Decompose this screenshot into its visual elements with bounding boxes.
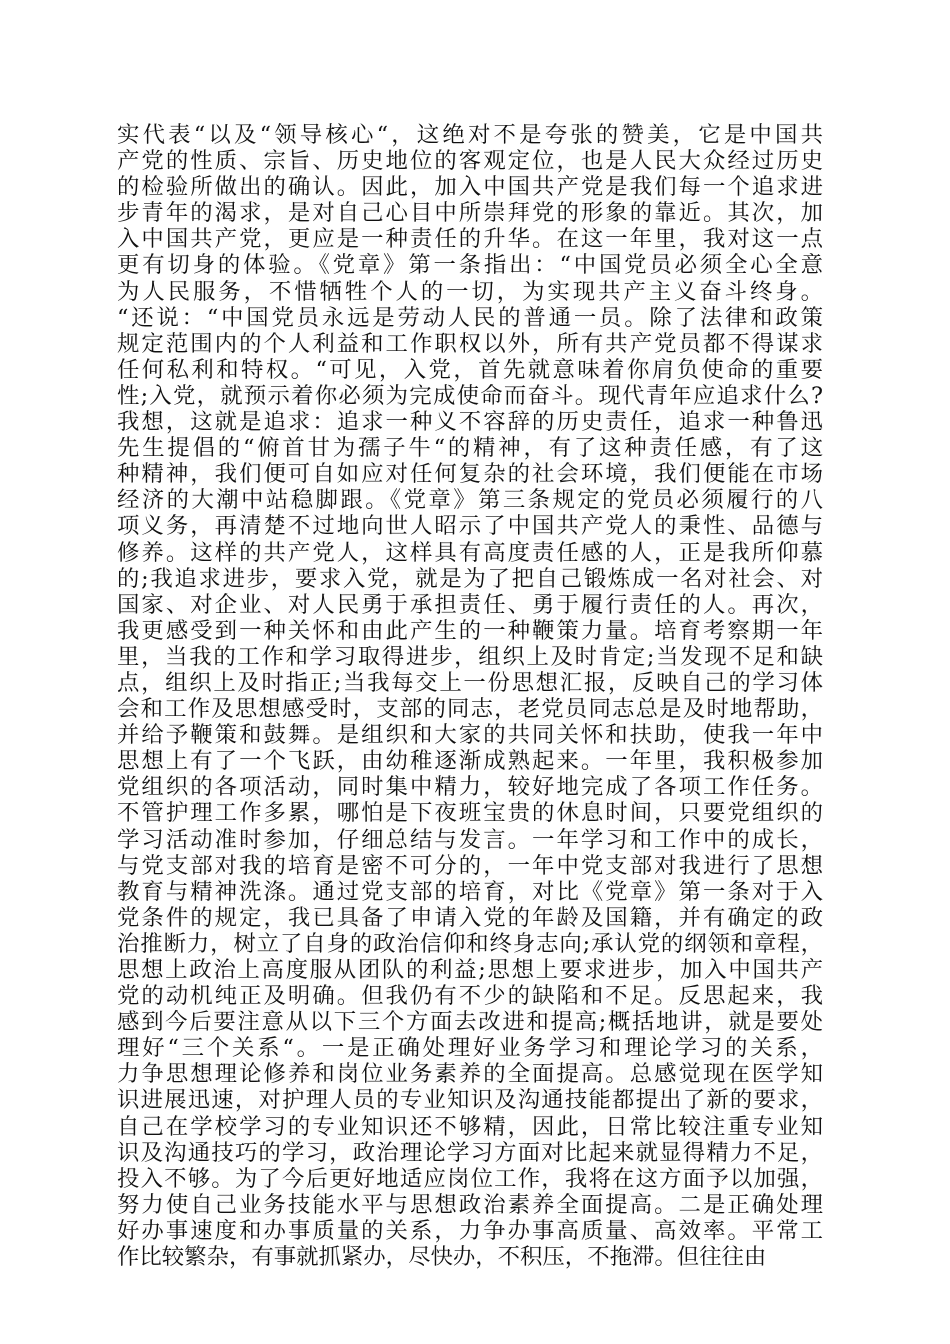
- text-line: 国家、对企业、对人民勇于承担责任、勇于履行责任的人。再次，: [117, 591, 823, 618]
- text-line: 并给予鞭策和鼓舞。是组织和大家的共同关怀和扶助，使我一年中: [117, 722, 823, 749]
- text-line: 里，当我的工作和学习取得进步，组织上及时肯定;当发现不足和缺: [117, 643, 823, 670]
- text-line: 性;入党，就预示着你必须为完成使命而奋斗。现代青年应追求什么?: [117, 382, 823, 409]
- text-line: 点，组织上及时指正;当我每交上一份思想汇报，反映自己的学习体: [117, 669, 823, 696]
- text-line: 的;我追求进步，要求入党，就是为了把自己锻炼成一名对社会、对: [117, 565, 823, 592]
- text-line: 实代表“以及“领导核心“，这绝对不是夸张的赞美，它是中国共: [117, 122, 823, 148]
- text-line: 为人民服务，不惜牺牲个人的一切，为实现共产主义奋斗终身。: [117, 278, 823, 305]
- text-line: 规定范围内的个人利益和工作职权以外，所有共产党员都不得谋求: [117, 330, 823, 357]
- text-line: “还说：“中国党员永远是劳动人民的普通一员。除了法律和政策: [117, 304, 823, 331]
- text-line: 与党支部对我的培育是密不可分的，一年中党支部对我进行了思想: [117, 852, 823, 879]
- text-line: 产党的性质、宗旨、历史地位的客观定位，也是人民大众经过历史: [117, 148, 823, 175]
- text-line: 项义务，再清楚不过地向世人昭示了中国共产党人的秉性、品德与: [117, 513, 823, 540]
- text-line: 思想上有了一个飞跃，由幼稚逐渐成熟起来。一年里，我积极参加: [117, 748, 823, 775]
- text-line: 修养。这样的共产党人，这样具有高度责任感的人，正是我所仰慕: [117, 539, 823, 566]
- text-line: 识进展迅速，对护理人员的专业知识及沟通技能都提出了新的要求，: [117, 1087, 823, 1114]
- text-line: 思想上政治上高度服从团队的利益;思想上要求进步，加入中国共产: [117, 957, 823, 983]
- text-line: 先生提倡的“俯首甘为孺子牛“的精神，有了这种责任感，有了这: [117, 435, 823, 462]
- text-line: 不管护理工作多累，哪怕是下夜班宝贵的休息时间，只要党组织的: [117, 800, 823, 827]
- text-line: 党条件的规定，我已具备了申请入党的年龄及国籍，并有确定的政: [117, 904, 823, 931]
- text-line: 党组织的各项活动，同时集中精力，较好地完成了各项工作任务。: [117, 774, 823, 801]
- text-line: 识及沟通技巧的学习，政治理论学习方面对比起来就显得精力不足，: [117, 1139, 823, 1166]
- text-line: 自己在学校学习的专业知识还不够精，因此，日常比较注重专业知: [117, 1113, 823, 1140]
- text-line: 好办事速度和办事质量的关系，力争办事高质量、高效率。平常工: [117, 1217, 823, 1244]
- text-line: 党的动机纯正及明确。但我仍有不少的缺陷和不足。反思起来，我: [117, 983, 823, 1010]
- text-line: 的检验所做出的确认。因此，加入中国共产党是我们每一个追求进: [117, 174, 823, 201]
- text-line: 理好“三个关系“。一是正确处理好业务学习和理论学习的关系，: [117, 1035, 823, 1062]
- text-line: 学习活动准时参加，仔细总结与发言。一年学习和工作中的成长，: [117, 826, 823, 853]
- text-line: 治推断力，树立了自身的政治信仰和终身志向;承认党的纲领和章程，: [117, 930, 823, 957]
- text-line: 任何私利和特权。“可见，入党，首先就意味着你肩负使命的重要: [117, 356, 823, 383]
- text-line: 会和工作及思想感受时，支部的同志，老党员同志总是及时地帮助，: [117, 696, 823, 723]
- text-line: 努力使自己业务技能水平与思想政治素养全面提高。二是正确处理: [117, 1191, 823, 1218]
- text-line: 我更感受到一种关怀和由此产生的一种鞭策力量。培育考察期一年: [117, 617, 823, 644]
- text-line: 力争思想理论修养和岗位业务素养的全面提高。总感觉现在医学知: [117, 1061, 823, 1088]
- text-line: 步青年的渴求，是对自己心目中所崇拜党的形象的靠近。其次，加: [117, 200, 823, 227]
- text-line: 经济的大潮中站稳脚跟。《党章》第三条规定的党员必须履行的八: [117, 487, 823, 514]
- text-line: 投入不够。为了今后更好地适应岗位工作，我将在这方面予以加强，: [117, 1165, 823, 1192]
- text-line: 我想，这就是追求：追求一种义不容辞的历史责任，追求一种鲁迅: [117, 409, 823, 436]
- text-line: 更有切身的体验。《党章》第一条指出：“中国党员必须全心全意: [117, 252, 823, 279]
- text-line: 种精神，我们便可自如应对任何复杂的社会环境，我们便能在市场: [117, 461, 823, 488]
- text-line: 教育与精神洗涤。通过党支部的培育，对比《党章》第一条对于入: [117, 878, 823, 905]
- text-line: 作比较繁杂，有事就抓紧办，尽快办，不积压，不拖滞。但往往由: [117, 1244, 767, 1271]
- text-line: 入中国共产党，更应是一种责任的升华。在这一年里，我对这一点: [117, 226, 823, 253]
- text-line: 感到今后要注意从以下三个方面去改进和提高;概括地讲，就是要处: [117, 1009, 823, 1036]
- body-text: [117, 122, 823, 1270]
